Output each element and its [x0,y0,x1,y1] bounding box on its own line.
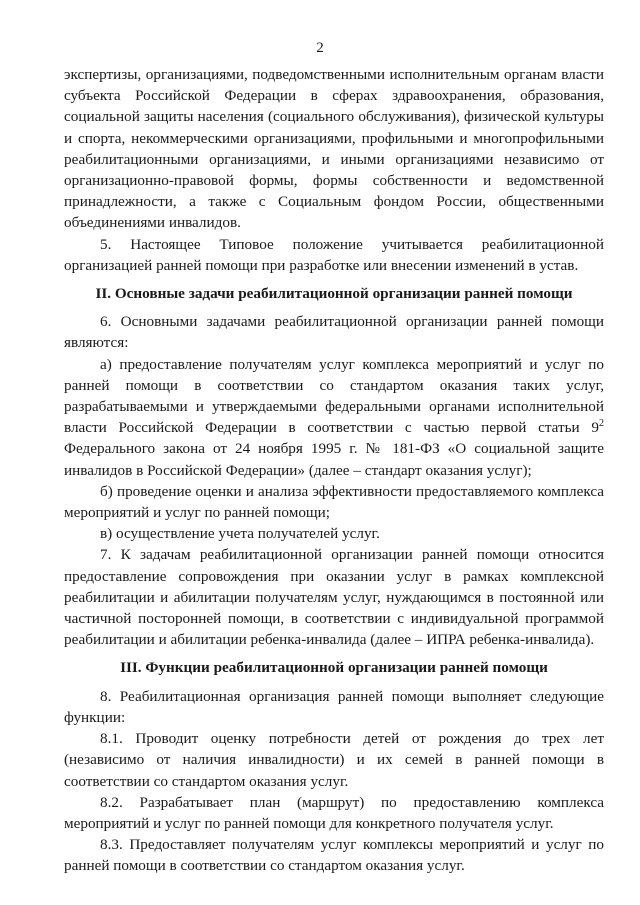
paragraph-8-2: 8.2. Разрабатывает план (маршрут) по предоставлению комплекса мероприятий и услуг по ранней помощи для конкретного получателя услуг. [64,793,604,832]
document-body [64,64,604,877]
paragraph-6a-text-cont: Федерального закона от 24 ноября 1995 г. № 181-ФЗ «О социальной защите инвалидов в Российской Федерации» (далее – стандарт оказания услуг); [64,440,604,479]
paragraph-6: 6. Основными задачами реабилитационной организации ранней помощи являются: [64,313,604,352]
paragraph-5: 5. Настоящее Типовое положение учитывается реабилитационной организацией ранней помощи при разработке или внесении изменений в устав. [64,235,604,274]
section-heading-3: III. Функции реабилитационной организации ранней помощи [120,659,548,677]
paragraph-6b: б) проведение оценки и анализа эффективности предоставляемого комплекса мероприятий и услуг по ранней помощи; [64,482,604,522]
paragraph-8: 8. Реабилитационная организация ранней помощи выполняет следующие функции: [64,687,604,726]
paragraph-6a-text: а) предоставление получателям услуг комплекса мероприятий и услуг по ранней помощи в соответствии со стандартом оказания таких услуг, разрабатываемыми и утверждаемыми федеральными органами исполнительной власти Российской Федерации в соответствии с частью первой статьи 9 [64,355,604,437]
superscript-note: 2 [599,418,604,430]
paragraph-6c: в) осуществление учета получателей услуг. [100,525,380,543]
paragraph-continuation: экспертизы, организациями, подведомственными исполнительным органам власти субъекта Российской Федерации в сферах здравоохранения, образования, социальной защиты населения (социального обслуживания), физической культуры и спорта, некоммерческими организациями, профильными и многопрофильными реабилитационными организациями, и иными организациями независимо от организационно-правовой формы, формы собственности и ведомственной принадлежности, а также с Социальным фондом России, общественными объединениями инвалидов. [64,66,604,232]
paragraph-8-3: 8.3. Предоставляет получателям услуг комплексы мероприятий и услуг по ранней помощи в соответствии со стандартом оказания услуг. [64,836,604,875]
page-number: 2 [316,40,324,56]
paragraph-8-1: 8.1. Проводит оценку потребности детей от рождения до трех лет (независимо от наличия инвалидности) и их семей в ранней помощи в соответствии со стандартом оказания услуг. [64,730,604,790]
section-heading-2: II. Основные задачи реабилитационной организации ранней помощи [95,285,573,303]
paragraph-7: 7. К задачам реабилитационной организации ранней помощи относится предоставление сопровождения при оказании услуг в рамках комплексной реабилитации и абилитации получателям услуг, нуждающимся в постоянной или частичной посторонней помощи, в соответствии с индивидуальной программой реабилитации и абилитации ребенка-инвалида (далее – ИПРА ребенка-инвалида). [64,546,604,649]
paragraph-6a [64,354,604,481]
